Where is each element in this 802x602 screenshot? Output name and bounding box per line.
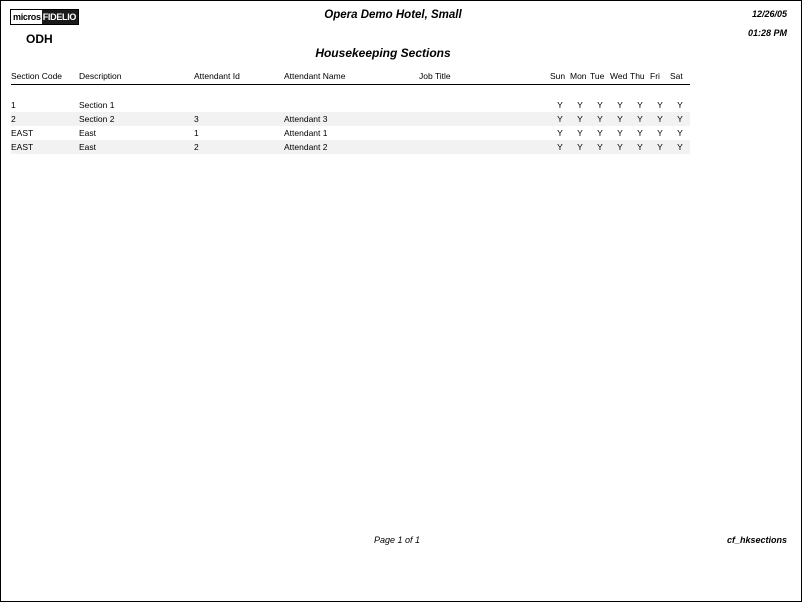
cell-attendant-id: 1 bbox=[194, 128, 199, 138]
column-header-thu: Thu bbox=[630, 71, 645, 81]
column-header-description: Description bbox=[79, 71, 122, 81]
cell-thu: Y bbox=[637, 128, 643, 138]
cell-description: Section 2 bbox=[79, 114, 115, 124]
cell-attendant-name: Attendant 3 bbox=[284, 114, 328, 124]
table-row bbox=[11, 98, 690, 112]
cell-sun: Y bbox=[557, 114, 563, 124]
column-header-mon: Mon bbox=[570, 71, 587, 81]
report-date: 12/26/05 bbox=[751, 9, 787, 19]
cell-section-code: EAST bbox=[11, 128, 34, 138]
page-title bbox=[1, 46, 801, 60]
cell-section-code: 1 bbox=[11, 100, 16, 110]
cell-attendant-id bbox=[194, 98, 284, 112]
cell-tue: Y bbox=[597, 142, 603, 152]
cell-fri: Y bbox=[657, 114, 663, 124]
page-number-text: Page 1 of 1 bbox=[373, 535, 421, 545]
cell-sat: Y bbox=[677, 128, 683, 138]
cell-description: Section 1 bbox=[79, 100, 115, 110]
cell-job-title bbox=[419, 98, 550, 112]
report-time: 01:28 PM bbox=[747, 28, 787, 38]
cell-sat: Y bbox=[677, 114, 683, 124]
page-title-text: Housekeeping Sections bbox=[315, 46, 451, 60]
cell-job-title bbox=[419, 112, 550, 126]
cell-job-title bbox=[419, 140, 550, 154]
table-spacer-row bbox=[11, 85, 690, 99]
column-header-sun: Sun bbox=[550, 71, 566, 81]
cell-fri: Y bbox=[657, 142, 663, 152]
cell-mon: Y bbox=[577, 100, 583, 110]
cell-thu: Y bbox=[637, 100, 643, 110]
cell-section-code: EAST bbox=[11, 142, 34, 152]
table-header-row bbox=[11, 71, 690, 85]
cell-thu: Y bbox=[637, 114, 643, 124]
cell-description: East bbox=[79, 128, 97, 138]
cell-thu: Y bbox=[637, 142, 643, 152]
column-header-tue: Tue bbox=[590, 71, 605, 81]
cell-wed: Y bbox=[617, 114, 623, 124]
column-header-wed: Wed bbox=[610, 71, 628, 81]
table-body bbox=[11, 85, 690, 155]
cell-wed: Y bbox=[617, 128, 623, 138]
hotel-name bbox=[1, 9, 801, 21]
property-code: ODH bbox=[26, 32, 53, 46]
cell-tue: Y bbox=[597, 114, 603, 124]
cell-wed: Y bbox=[617, 142, 623, 152]
table-row bbox=[11, 140, 690, 154]
cell-wed: Y bbox=[617, 100, 623, 110]
cell-fri: Y bbox=[657, 128, 663, 138]
housekeeping-sections-table bbox=[11, 71, 690, 154]
column-header-fri: Fri bbox=[650, 71, 660, 81]
cell-job-title bbox=[419, 126, 550, 140]
cell-mon: Y bbox=[577, 114, 583, 124]
cell-description: East bbox=[79, 142, 97, 152]
cell-tue: Y bbox=[597, 128, 603, 138]
column-header-section-code: Section Code bbox=[11, 71, 63, 81]
cell-mon: Y bbox=[577, 128, 583, 138]
table-row bbox=[11, 112, 690, 126]
table-spacer-cell bbox=[11, 85, 690, 99]
cell-tue: Y bbox=[597, 100, 603, 110]
cell-fri: Y bbox=[657, 100, 663, 110]
report-table bbox=[11, 71, 690, 154]
column-header-attendant-id: Attendant Id bbox=[194, 71, 240, 81]
column-header-attendant-name: Attendant Name bbox=[284, 71, 346, 81]
cell-sun: Y bbox=[557, 128, 563, 138]
cell-sat: Y bbox=[677, 100, 683, 110]
cell-attendant-name: Attendant 2 bbox=[284, 142, 328, 152]
cell-attendant-name bbox=[284, 98, 419, 112]
cell-sun: Y bbox=[557, 100, 563, 110]
hotel-name-text: Opera Demo Hotel, Small bbox=[324, 9, 462, 21]
report-id: cf_hksections bbox=[726, 535, 787, 545]
cell-section-code: 2 bbox=[11, 114, 16, 124]
cell-mon: Y bbox=[577, 142, 583, 152]
cell-attendant-id: 3 bbox=[194, 114, 199, 124]
table-row bbox=[11, 126, 690, 140]
page-number bbox=[1, 535, 801, 545]
column-header-sat: Sat bbox=[670, 71, 683, 81]
cell-sat: Y bbox=[677, 142, 683, 152]
table-head bbox=[11, 71, 690, 85]
column-header-job-title: Job Title bbox=[419, 71, 451, 81]
logo-text-fidelio: FIDELIO bbox=[42, 12, 77, 22]
logo-text-micros: micros bbox=[13, 12, 41, 22]
cell-attendant-id: 2 bbox=[194, 142, 199, 152]
cell-sun: Y bbox=[557, 142, 563, 152]
cell-attendant-name: Attendant 1 bbox=[284, 128, 328, 138]
